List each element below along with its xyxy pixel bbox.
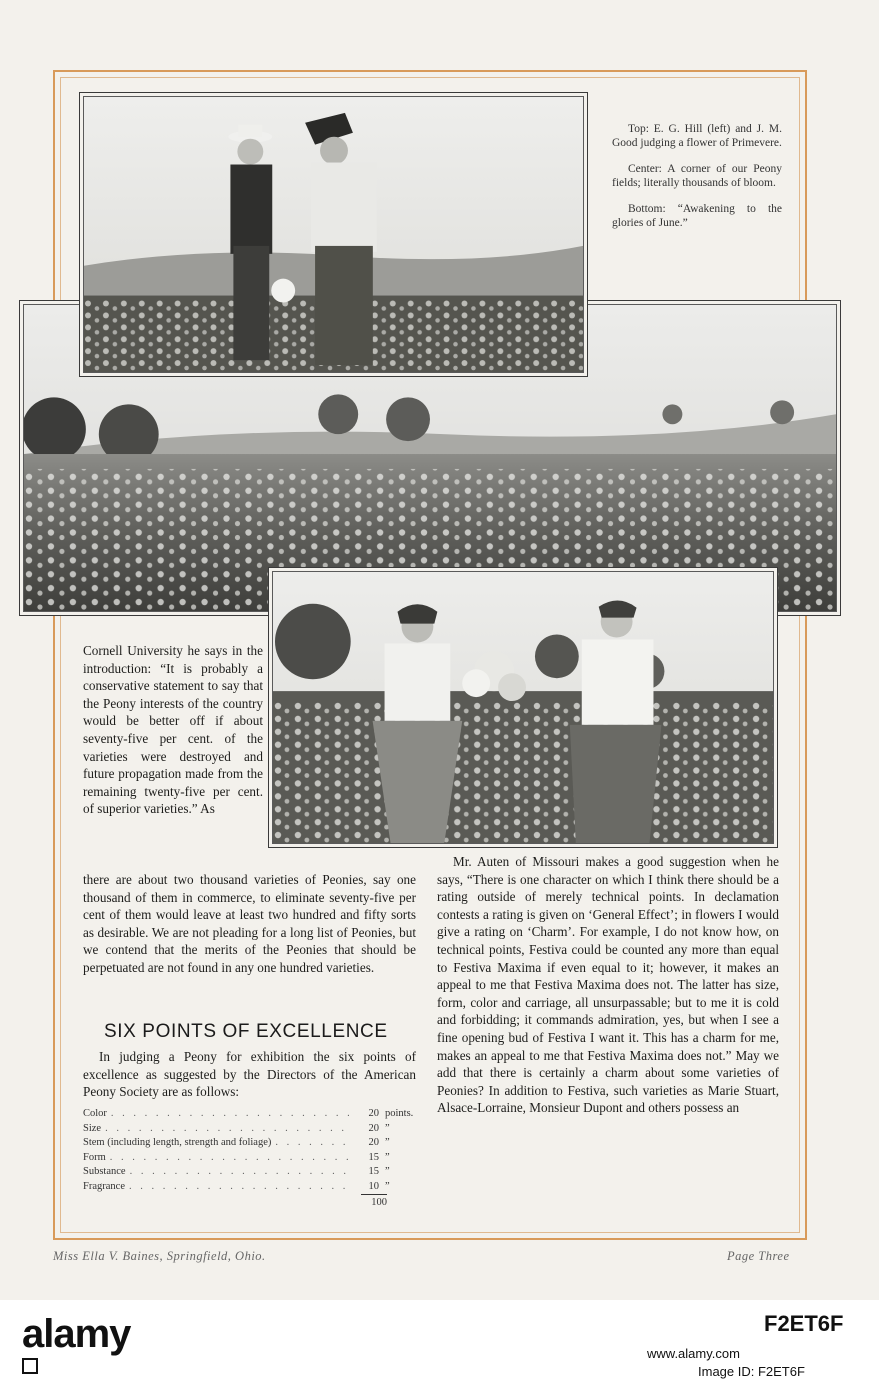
- leader-dots: [130, 1165, 349, 1180]
- point-unit: ”: [385, 1180, 390, 1192]
- article-left-wide: [83, 871, 416, 977]
- points-row: [83, 1122, 423, 1137]
- point-value: 20: [368, 1122, 379, 1134]
- leader-dots: [105, 1122, 349, 1137]
- footer-page-number: Page Three: [727, 1249, 790, 1263]
- photo-caption: [612, 122, 782, 242]
- points-row: [83, 1136, 423, 1151]
- point-unit: ”: [385, 1122, 390, 1134]
- point-value: 15: [368, 1166, 379, 1177]
- points-table: [83, 1107, 423, 1211]
- article-right-column: [437, 853, 779, 1117]
- article-paragraph: there are about two thousand varieties of Peonies, say one thousand of them in commerce, to eliminate seventy-five per cent of them would leave at least two hundred and fifty sorts as desirable. We are not pleading for a long list of Peonies, but we contend that the merits of the Peonies that should be perpetuated are not found in any one hundred varieties.: [83, 872, 416, 975]
- caption-top: Top: E. G. Hill (left) and J. M. Good judging a flower of Primevere.: [612, 123, 782, 149]
- point-name: Fragrance: [83, 1180, 125, 1192]
- points-row: [83, 1151, 423, 1166]
- points-total: 100: [361, 1194, 387, 1211]
- point-value: 10: [368, 1180, 379, 1192]
- footer-publisher: Miss Ella V. Baines, Springfield, Ohio.: [53, 1249, 266, 1263]
- point-value: 20: [368, 1137, 379, 1148]
- article-paragraph: Cornell University he says in the introduction: “It is probably a conservative statement to say that the Peony interests of the country would be better off if about seventy-five per cent. of the varieties were destroyed and future propagation made from the remaining twenty-five per cent. of superior varieties.” As: [83, 643, 263, 817]
- leader-dots: [275, 1136, 349, 1151]
- leader-dots: [129, 1180, 349, 1195]
- point-name: Form: [83, 1151, 106, 1163]
- watermark-logo-box-icon: [22, 1358, 38, 1374]
- point-value: 15: [368, 1151, 379, 1163]
- section-heading: SIX POINTS OF EXCELLENCE: [104, 1021, 388, 1042]
- article-paragraph: Mr. Auten of Missouri makes a good suggestion when he says, “There is one character on which I think there should be a rating outside of merely technical points. In declamation contests a rating is given on ‘General Effect’; in flowers I would give a rating on ‘Charm’. For example, I do not know how, on technical points, Festiva could be counted any more than equal to Festiva Maxima if even equal to it; however, it makes an appeal to me that Festiva Maxima does not. The latter has size, form, color and carriage, all unsurpassable; but to me it is cold and forbidding; it commands admiration, yes, but when I see a fine opening bud of Festiva I want it. This has a charm for me, makes an appeal to me that Festiva Maxima does not.” May we add that there is certainly a charm about some varieties of Peonies? In addition to Festiva, such varieties as Marie Stuart, Alsace-Lorraine, Monsieur Dupont and others possess an: [437, 854, 779, 1116]
- point-unit: ”: [385, 1166, 390, 1177]
- point-unit: points.: [385, 1108, 414, 1119]
- section-intro-text: In judging a Peony for exhibition the six points of excellence as suggested by the Directors of the American Peony Society are as follows:: [83, 1049, 416, 1100]
- watermark-logo: alamy: [22, 1312, 131, 1356]
- watermark-url: www.alamy.com: [647, 1346, 740, 1361]
- article-left-narrow: [83, 642, 263, 818]
- point-unit: ”: [385, 1151, 390, 1163]
- watermark-image-id-label: Image ID: F2ET6F: [698, 1364, 805, 1379]
- leader-dots: [111, 1107, 349, 1122]
- point-name: Substance: [83, 1166, 126, 1177]
- point-name: Size: [83, 1122, 102, 1134]
- points-row: [83, 1180, 423, 1195]
- leader-dots: [110, 1151, 349, 1166]
- photo-awakening: [272, 571, 774, 844]
- points-row: [83, 1165, 423, 1180]
- caption-center: Center: A corner of our Peony fields; literally thousands of bloom.: [612, 163, 782, 189]
- point-name: Stem (including length, strength and foliage): [83, 1137, 272, 1148]
- watermark-image-id: F2ET6F: [764, 1311, 844, 1336]
- points-row: [83, 1107, 423, 1122]
- women-with-peonies-image: [273, 572, 773, 843]
- point-unit: ”: [385, 1137, 390, 1148]
- section-intro: [83, 1048, 416, 1101]
- point-name: Color: [83, 1108, 107, 1119]
- point-value: 20: [368, 1108, 379, 1119]
- photo-judges: [83, 96, 584, 373]
- judges-image: [84, 97, 583, 372]
- caption-bottom: Bottom: “Awakening to the glories of June.”: [612, 203, 782, 229]
